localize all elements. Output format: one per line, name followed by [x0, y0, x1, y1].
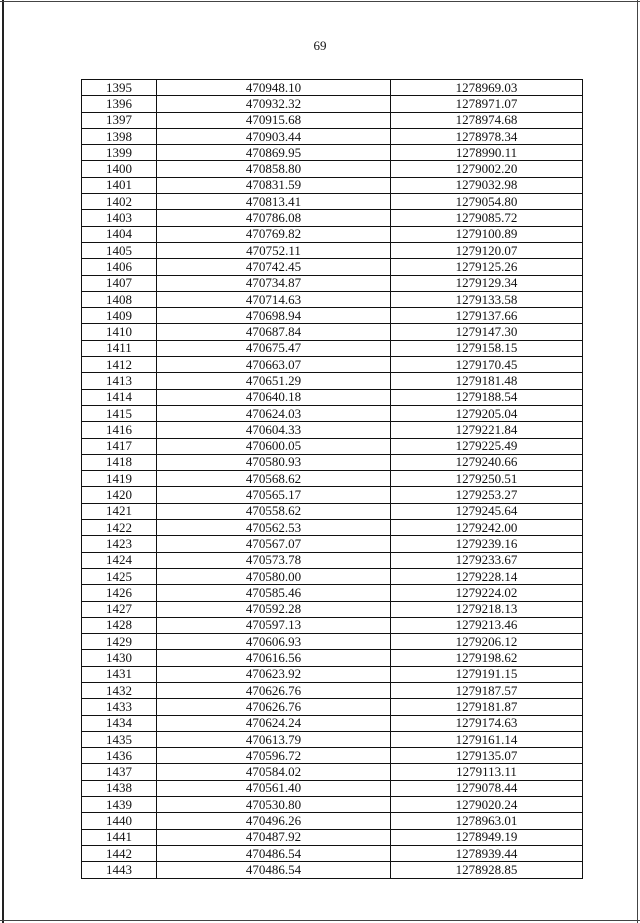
x-coordinate-cell: 470573.78	[157, 552, 391, 568]
table-row	[82, 177, 583, 193]
table-row	[82, 503, 583, 519]
x-coordinate-cell: 470562.53	[157, 520, 391, 536]
table-row	[82, 308, 583, 324]
point-number-cell: 1398	[82, 128, 157, 144]
table-row	[82, 471, 583, 487]
table-row	[82, 324, 583, 340]
table-row	[82, 568, 583, 584]
point-number-cell: 1406	[82, 259, 157, 275]
point-number-cell: 1412	[82, 357, 157, 373]
point-number-cell: 1440	[82, 813, 157, 829]
x-coordinate-cell: 470831.59	[157, 177, 391, 193]
x-coordinate-cell: 470585.46	[157, 585, 391, 601]
x-coordinate-cell: 470600.05	[157, 438, 391, 454]
x-coordinate-cell: 470624.03	[157, 405, 391, 421]
x-coordinate-cell: 470486.54	[157, 862, 391, 878]
table-row	[82, 862, 583, 878]
table-row	[82, 357, 583, 373]
table-row	[82, 259, 583, 275]
table-row	[82, 552, 583, 568]
x-coordinate-cell: 470596.72	[157, 748, 391, 764]
point-number-cell: 1408	[82, 291, 157, 307]
table-row	[82, 242, 583, 258]
table-row	[82, 210, 583, 226]
table-row	[82, 601, 583, 617]
x-coordinate-cell: 470486.54	[157, 845, 391, 861]
x-coordinate-cell: 470530.80	[157, 797, 391, 813]
x-coordinate-cell: 470651.29	[157, 373, 391, 389]
point-number-cell: 1411	[82, 340, 157, 356]
table-row	[82, 487, 583, 503]
table-row	[82, 748, 583, 764]
table-row	[82, 405, 583, 421]
table-row	[82, 454, 583, 470]
y-coordinate-cell: 1279218.13	[391, 601, 583, 617]
y-coordinate-cell: 1278939.44	[391, 845, 583, 861]
point-number-cell: 1416	[82, 422, 157, 438]
point-number-cell: 1401	[82, 177, 157, 193]
x-coordinate-cell: 470663.07	[157, 357, 391, 373]
x-coordinate-cell: 470487.92	[157, 829, 391, 845]
y-coordinate-cell: 1279054.80	[391, 194, 583, 210]
y-coordinate-cell: 1279213.46	[391, 617, 583, 633]
table-row	[82, 112, 583, 128]
x-coordinate-cell: 470616.56	[157, 650, 391, 666]
y-coordinate-cell: 1278928.85	[391, 862, 583, 878]
x-coordinate-cell: 470742.45	[157, 259, 391, 275]
y-coordinate-cell: 1279002.20	[391, 161, 583, 177]
table-row	[82, 275, 583, 291]
y-coordinate-cell: 1279253.27	[391, 487, 583, 503]
table-row	[82, 634, 583, 650]
y-coordinate-cell: 1279242.00	[391, 520, 583, 536]
point-number-cell: 1423	[82, 536, 157, 552]
y-coordinate-cell: 1279135.07	[391, 748, 583, 764]
y-coordinate-cell: 1279032.98	[391, 177, 583, 193]
table-row	[82, 194, 583, 210]
x-coordinate-cell: 470496.26	[157, 813, 391, 829]
x-coordinate-cell: 470623.92	[157, 666, 391, 682]
y-coordinate-cell: 1279187.57	[391, 682, 583, 698]
x-coordinate-cell: 470624.24	[157, 715, 391, 731]
table-row	[82, 161, 583, 177]
point-number-cell: 1396	[82, 96, 157, 112]
table-row	[82, 666, 583, 682]
x-coordinate-cell: 470580.00	[157, 568, 391, 584]
y-coordinate-cell: 1279113.11	[391, 764, 583, 780]
table-row	[82, 389, 583, 405]
point-number-cell: 1432	[82, 682, 157, 698]
page-edge-right	[637, 0, 638, 923]
point-number-cell: 1429	[82, 634, 157, 650]
x-coordinate-cell: 470915.68	[157, 112, 391, 128]
y-coordinate-cell: 1279245.64	[391, 503, 583, 519]
y-coordinate-cell: 1278963.01	[391, 813, 583, 829]
point-number-cell: 1409	[82, 308, 157, 324]
y-coordinate-cell: 1279170.45	[391, 357, 583, 373]
table-row	[82, 128, 583, 144]
y-coordinate-cell: 1279239.16	[391, 536, 583, 552]
y-coordinate-cell: 1279147.30	[391, 324, 583, 340]
point-number-cell: 1400	[82, 161, 157, 177]
x-coordinate-cell: 470948.10	[157, 80, 391, 96]
point-number-cell: 1438	[82, 780, 157, 796]
y-coordinate-cell: 1279181.87	[391, 699, 583, 715]
y-coordinate-cell: 1279224.02	[391, 585, 583, 601]
table-row	[82, 80, 583, 96]
y-coordinate-cell: 1279191.15	[391, 666, 583, 682]
y-coordinate-cell: 1278978.34	[391, 128, 583, 144]
point-number-cell: 1437	[82, 764, 157, 780]
y-coordinate-cell: 1279188.54	[391, 389, 583, 405]
point-number-cell: 1419	[82, 471, 157, 487]
table-row	[82, 585, 583, 601]
table-row	[82, 780, 583, 796]
point-number-cell: 1422	[82, 520, 157, 536]
point-number-cell: 1436	[82, 748, 157, 764]
table-row	[82, 520, 583, 536]
point-number-cell: 1413	[82, 373, 157, 389]
y-coordinate-cell: 1279120.07	[391, 242, 583, 258]
page-edge-bottom	[0, 920, 640, 921]
y-coordinate-cell: 1279137.66	[391, 308, 583, 324]
table-row	[82, 438, 583, 454]
y-coordinate-cell: 1279100.89	[391, 226, 583, 242]
point-number-cell: 1420	[82, 487, 157, 503]
point-number-cell: 1395	[82, 80, 157, 96]
point-number-cell: 1418	[82, 454, 157, 470]
point-number-cell: 1435	[82, 731, 157, 747]
point-number-cell: 1441	[82, 829, 157, 845]
point-number-cell: 1434	[82, 715, 157, 731]
x-coordinate-cell: 470858.80	[157, 161, 391, 177]
point-number-cell: 1407	[82, 275, 157, 291]
table-row	[82, 797, 583, 813]
point-number-cell: 1427	[82, 601, 157, 617]
x-coordinate-cell: 470568.62	[157, 471, 391, 487]
x-coordinate-cell: 470561.40	[157, 780, 391, 796]
x-coordinate-cell: 470606.93	[157, 634, 391, 650]
table-row	[82, 829, 583, 845]
y-coordinate-cell: 1278949.19	[391, 829, 583, 845]
x-coordinate-cell: 470604.33	[157, 422, 391, 438]
table-row	[82, 340, 583, 356]
point-number-cell: 1442	[82, 845, 157, 861]
point-number-cell: 1417	[82, 438, 157, 454]
table-row	[82, 715, 583, 731]
x-coordinate-cell: 470903.44	[157, 128, 391, 144]
y-coordinate-cell: 1279221.84	[391, 422, 583, 438]
y-coordinate-cell: 1279078.44	[391, 780, 583, 796]
point-number-cell: 1397	[82, 112, 157, 128]
y-coordinate-cell: 1279198.62	[391, 650, 583, 666]
table-row	[82, 699, 583, 715]
point-number-cell: 1414	[82, 389, 157, 405]
x-coordinate-cell: 470698.94	[157, 308, 391, 324]
y-coordinate-cell: 1279158.15	[391, 340, 583, 356]
table-row	[82, 291, 583, 307]
table-row	[82, 373, 583, 389]
point-number-cell: 1403	[82, 210, 157, 226]
x-coordinate-cell: 470626.76	[157, 682, 391, 698]
y-coordinate-cell: 1279161.14	[391, 731, 583, 747]
x-coordinate-cell: 470613.79	[157, 731, 391, 747]
page-number: 69	[313, 38, 327, 53]
point-number-cell: 1402	[82, 194, 157, 210]
y-coordinate-cell: 1279225.49	[391, 438, 583, 454]
table-row	[82, 731, 583, 747]
table-row	[82, 617, 583, 633]
point-number-cell: 1399	[82, 145, 157, 161]
point-number-cell: 1410	[82, 324, 157, 340]
y-coordinate-cell: 1279250.51	[391, 471, 583, 487]
page-edge-top	[0, 1, 640, 2]
y-coordinate-cell: 1279020.24	[391, 797, 583, 813]
y-coordinate-cell: 1279174.63	[391, 715, 583, 731]
y-coordinate-cell: 1279205.04	[391, 405, 583, 421]
table-row	[82, 764, 583, 780]
coordinates-table	[81, 79, 583, 879]
point-number-cell: 1431	[82, 666, 157, 682]
table-row	[82, 682, 583, 698]
point-number-cell: 1424	[82, 552, 157, 568]
point-number-cell: 1439	[82, 797, 157, 813]
y-coordinate-cell: 1278971.07	[391, 96, 583, 112]
table-row	[82, 650, 583, 666]
x-coordinate-cell: 470626.76	[157, 699, 391, 715]
table-row	[82, 422, 583, 438]
y-coordinate-cell: 1279129.34	[391, 275, 583, 291]
point-number-cell: 1426	[82, 585, 157, 601]
table-row	[82, 96, 583, 112]
x-coordinate-cell: 470734.87	[157, 275, 391, 291]
x-coordinate-cell: 470752.11	[157, 242, 391, 258]
x-coordinate-cell: 470932.32	[157, 96, 391, 112]
table-row	[82, 145, 583, 161]
x-coordinate-cell: 470558.62	[157, 503, 391, 519]
y-coordinate-cell: 1279085.72	[391, 210, 583, 226]
point-number-cell: 1433	[82, 699, 157, 715]
point-number-cell: 1443	[82, 862, 157, 878]
page-edge-left	[2, 0, 4, 923]
x-coordinate-cell: 470675.47	[157, 340, 391, 356]
point-number-cell: 1425	[82, 568, 157, 584]
point-number-cell: 1404	[82, 226, 157, 242]
x-coordinate-cell: 470769.82	[157, 226, 391, 242]
y-coordinate-cell: 1279181.48	[391, 373, 583, 389]
table-row	[82, 845, 583, 861]
point-number-cell: 1405	[82, 242, 157, 258]
x-coordinate-cell: 470869.95	[157, 145, 391, 161]
x-coordinate-cell: 470584.02	[157, 764, 391, 780]
point-number-cell: 1421	[82, 503, 157, 519]
x-coordinate-cell: 470565.17	[157, 487, 391, 503]
y-coordinate-cell: 1279125.26	[391, 259, 583, 275]
y-coordinate-cell: 1279240.66	[391, 454, 583, 470]
y-coordinate-cell: 1279133.58	[391, 291, 583, 307]
y-coordinate-cell: 1279233.67	[391, 552, 583, 568]
y-coordinate-cell: 1278990.11	[391, 145, 583, 161]
x-coordinate-cell: 470592.28	[157, 601, 391, 617]
y-coordinate-cell: 1279206.12	[391, 634, 583, 650]
table-row	[82, 813, 583, 829]
x-coordinate-cell: 470786.08	[157, 210, 391, 226]
point-number-cell: 1415	[82, 405, 157, 421]
y-coordinate-cell: 1279228.14	[391, 568, 583, 584]
x-coordinate-cell: 470813.41	[157, 194, 391, 210]
x-coordinate-cell: 470714.63	[157, 291, 391, 307]
x-coordinate-cell: 470580.93	[157, 454, 391, 470]
table-row	[82, 226, 583, 242]
x-coordinate-cell: 470597.13	[157, 617, 391, 633]
x-coordinate-cell: 470687.84	[157, 324, 391, 340]
point-number-cell: 1428	[82, 617, 157, 633]
y-coordinate-cell: 1278969.03	[391, 80, 583, 96]
x-coordinate-cell: 470567.07	[157, 536, 391, 552]
coordinates-table-body	[82, 80, 583, 879]
point-number-cell: 1430	[82, 650, 157, 666]
y-coordinate-cell: 1278974.68	[391, 112, 583, 128]
table-row	[82, 536, 583, 552]
x-coordinate-cell: 470640.18	[157, 389, 391, 405]
